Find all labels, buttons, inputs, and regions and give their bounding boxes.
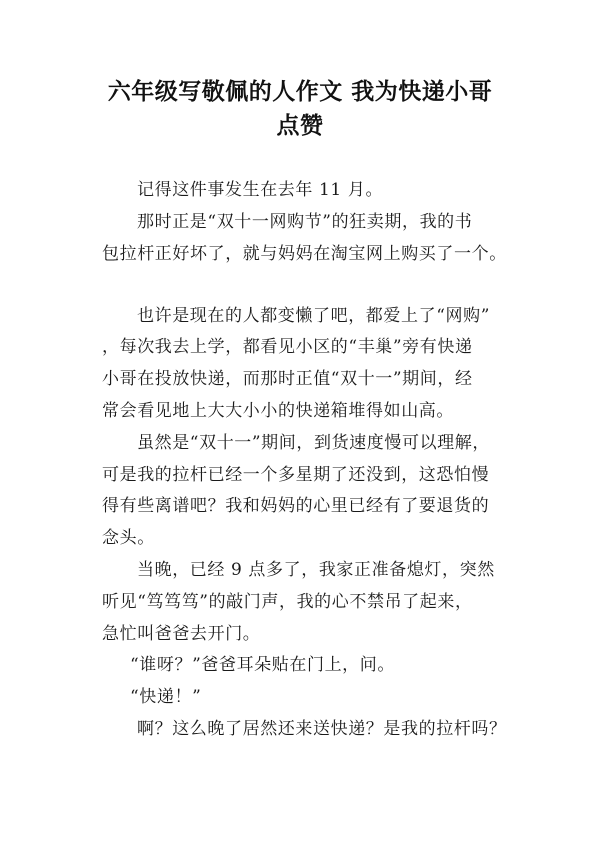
document-title-line-2: 点赞 — [276, 113, 324, 139]
body-line-1: 记得这件事发生在去年 11 月。 — [137, 180, 384, 200]
body-line-6: 小哥在投放快递，而那时正值“双十一”期间，经 — [102, 369, 473, 389]
body-line-8: 虽然是“双十一”期间，到货速度慢可以理解， — [137, 433, 490, 453]
body-line-2: 那时正是“双十一网购节”的狂卖期，我的书 — [137, 212, 473, 232]
body-line-17: 啊？这么晚了居然还来送快递？是我的拉杆吗？ — [137, 719, 507, 739]
body-line-12: 当晚，已经 9 点多了，我家正准备熄灯，突然 — [137, 560, 495, 580]
body-line-7: 常会看见地上大大小小的快递箱堆得如山高。 — [102, 401, 454, 421]
body-line-3: 包拉杆正好坏了，就与妈妈在淘宝网上购买了一个。 — [102, 244, 507, 264]
body-line-15: “谁呀？”爸爸耳朵贴在门上，问。 — [130, 655, 395, 675]
body-line-13: 听见“笃笃笃”的敲门声，我的心不禁吊了起来， — [102, 592, 473, 612]
body-line-16: “快递！” — [130, 687, 202, 707]
body-line-5: ，每次我去上学，都看见小区的“丰巢”旁有快递 — [102, 337, 473, 357]
body-line-9: 可是我的拉杆已经一个多星期了还没到，这恐怕慢 — [102, 465, 490, 485]
document-title-line-1: 六年级写敬佩的人作文 我为快递小哥 — [107, 79, 493, 105]
body-line-14: 急忙叫爸爸去开门。 — [102, 624, 261, 644]
body-line-11: 念头。 — [102, 528, 155, 548]
body-line-10: 得有些离谱吧？我和妈妈的心里已经有了要退货的 — [102, 496, 490, 516]
body-line-4: 也许是现在的人都变懒了吧，都爱上了“网购” — [137, 306, 490, 326]
